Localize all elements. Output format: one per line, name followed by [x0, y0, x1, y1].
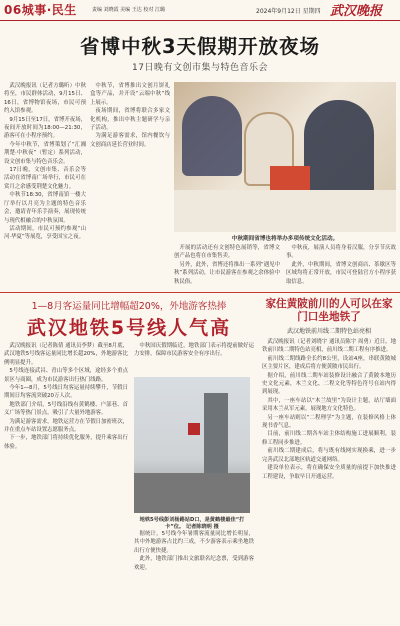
- issue-date: 2024年9月12日 星期四: [256, 8, 321, 15]
- story2-paragraph: 武汉晚报讯（记者陈倩 通讯员李梦）截至8月底，武汉地铁5号线客运量同比增长超20%，外地游客比例明显提升。: [4, 343, 128, 366]
- story1-paragraph: 9月15日至17日，省博开夜场，夜间开放时间为18:00—21:30，游客可在小程序预约。: [4, 116, 86, 140]
- story2-paragraph: 为满足游客需求，地铁运营方在节假日加密班次，并在重点车站设置志愿服务点。: [4, 418, 128, 434]
- story1-paragraph: 另外，此外，省博还将推出一系列“遇见中秋”系列活动，让市民游客在参观之余体验中秋民俗。: [174, 261, 280, 285]
- story3-subtitle: 武汉地铁前川线二期特色站亮相: [286, 328, 371, 335]
- story2-paragraph: 据统计，5号线今年暑期客流量同比增长明显，其中外地游客占比约三成，不少游客表示乘坐地铁出行方便快捷。: [134, 531, 254, 554]
- story1-subhead: 17日晚有文创市集与特色音乐会: [132, 63, 268, 73]
- story2-paragraph: 地铁部门介绍，5号线沿线有黄鹤楼、户部巷、首义广场等热门景点，吸引了大量外地游客。: [4, 401, 128, 417]
- story1-paragraph: 17日晚，文创市集、音乐会等活动在省博南广场举行，市民可在赏月之余感受荆楚文化魅力。: [4, 167, 86, 190]
- story1-paragraph: 活动期间，市民可预约参观“山河·华夏”等展览，享受国宝之夜。: [4, 225, 86, 241]
- story1-paragraph: 中秋节18:30，省博南馆一楼大厅举行以月亮为主题的特色音乐会，邀请青年乐手演奏，展现传统与现代相融合的中秋氛围。: [4, 192, 86, 224]
- story1-right-column-a: [174, 244, 280, 286]
- story3-paragraph: 武汉晚报讯（记者刘晓宇 通讯员陈宇 周勇）近日，地铁前川线二期特色站亮相，前川线二期工程有序推进。: [262, 339, 396, 354]
- story1-paragraph: 武汉晚报讯（记者方璐昕）中秋将至，市民群体活动，9月15日、16日，省博物馆夜场，市民可预约入馆参观。: [4, 83, 86, 115]
- newspaper-logo: 武汉晚报: [330, 4, 383, 19]
- story1-paragraph: 为满足游客需求，馆内餐饮与文创商店延长营业时间。: [90, 133, 170, 148]
- story3-paragraph: 据介绍，前川线二期车站装修设计融合了黄陂本地历史文化元素，木兰文化、二程文化等特色符号在站内得到展现。: [262, 372, 396, 396]
- story1-paragraph: 中秋节，省博推出文创月饼礼盒等产品，并开设“云端中秋”线上展示。: [90, 83, 170, 106]
- story1-paragraph: 中秋夜，展演人员将身着汉服，分享节庆故事。: [286, 245, 396, 260]
- story3-paragraph: 另一座车站则以“二程理学”为主题，在装修风格上体现书香气息。: [262, 414, 396, 430]
- story2-paragraph: 中秋国庆假期临近，地铁部门表示将提前做好运力安排，保障市民游客安全有序出行。: [134, 343, 254, 358]
- story1-photo-caption: 中秋期间省博也将举办多项传统文化活动。: [231, 236, 339, 242]
- story3-paragraph: 前川线二期线路全长约8公里，设站4座，串联黄陂城区主要片区，建成后将方便黄陂市民出行。: [262, 355, 396, 371]
- story1-paragraph: 开展的活动还有文创特色展销等，省博文创产品也将在市集售卖。: [174, 245, 280, 260]
- photo-table: [174, 190, 396, 232]
- story3-paragraph: 建设单位表示，将在确保安全质量的前提下加快推进工程建设，争取早日开通运营。: [262, 465, 396, 480]
- photo-fence: [134, 473, 250, 513]
- story2-kicker: 1—8月客运量同比增幅超20%，外地游客热捧: [31, 301, 227, 312]
- story2-column-a: [4, 342, 128, 451]
- story2-paragraph: 下一步，地铁部门将持续优化服务，提升乘客出行体验。: [4, 435, 128, 450]
- story1-paragraph: 夜场期间，省博将联合多家文化机构，推出中秋主题研学与亲子活动。: [90, 108, 170, 132]
- page-header: [0, 0, 400, 21]
- story1-paragraph: 今年中秋节，省博策划了“汇湘荆楚·中秋夜”（暂定）系列活动，设文创市集与特色音乐会。: [4, 141, 86, 165]
- story1-right-column-b: [286, 244, 396, 286]
- photo-figure: [304, 100, 374, 196]
- story2-paragraph: 5号线连接武昌、青山等多个区域，途经多个重点景区与商圈，成为市民游客出行热门线路。: [4, 368, 128, 383]
- photo-figure: [182, 96, 242, 176]
- section-divider: [0, 292, 400, 293]
- story2-paragraph: 此外，地铁部门推出文旅联名纪念票，受到游客欢迎。: [134, 556, 254, 571]
- story1-mid-column: [90, 82, 170, 149]
- story2-photo-caption: 地铁5号线彭刘杨路站D口，是黄鹤楼最佳“打卡”位。 记者陈晓明 摄: [139, 517, 245, 530]
- story3-paragraph: 前川线二期建成后，将与既有线网实现换乘，进一步完善武汉北部地区轨道交通网络。: [262, 448, 396, 463]
- section-title: 06城事·民生: [4, 3, 77, 17]
- story3-paragraph: 其中，一座车站以“木兰故里”为设计主题，站厅墙面采用木兰从军元素，展现地方文化特色。: [262, 397, 396, 413]
- story2-photo: [134, 377, 250, 513]
- story3-column: [262, 338, 396, 481]
- photo-metro-sign: [188, 423, 200, 435]
- story2-paragraph: 今年1—8月，5号线日均客运量持续攀升，节假日期间日均客流突破20万人次。: [4, 385, 128, 400]
- editors-line: 责编 刘晓霞 美编 王达 校对 江璐: [92, 7, 165, 13]
- story2-headline: 武汉地铁5号线人气高: [26, 317, 232, 339]
- story1-paragraph: 此外，中秋期间，省博文创商店、茶歇区等区域均将正常开放，市民可登陆官方小程序获取信息。: [286, 261, 396, 285]
- story2-column-b-top: [134, 342, 254, 359]
- story1-photo: [174, 82, 396, 232]
- story1-headline: 省博中秋3天假期开放夜场: [79, 35, 321, 58]
- story1-left-column: [4, 82, 86, 242]
- story3-headline: 家住黄陂前川的人可以在家门口坐地铁了: [265, 298, 393, 323]
- photo-sign: [270, 166, 310, 190]
- story3-paragraph: 目前，前川线二期各车站主体结构施工进展顺利，装修工程同步推进。: [262, 431, 396, 446]
- story2-column-b-bottom: [134, 530, 254, 572]
